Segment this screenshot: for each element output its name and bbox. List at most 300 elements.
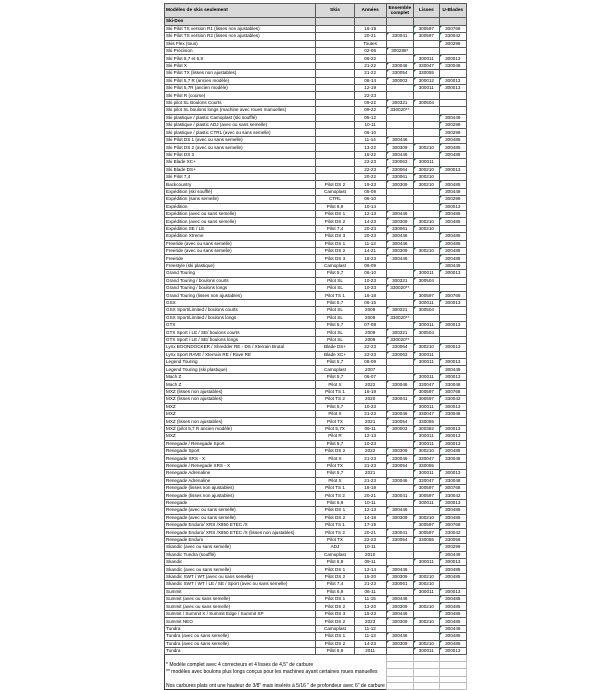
cell-lisses [413,240,439,247]
cell-complete [386,373,413,380]
cell-lisses: 300011 [413,322,439,329]
cell-years: 21-22 [354,70,386,77]
cell-skis: Pilot SL [316,285,354,292]
cell-years: 05-09 [354,188,386,195]
table-row [165,477,467,484]
cell-lisses: 300504 [413,277,439,284]
cell-ublades: 330048 [439,62,466,69]
cell-ublades [439,329,466,336]
cell-complete [386,484,413,491]
cell-lisses [413,40,439,47]
cell-model: Legend Touring [165,359,316,366]
cell-complete: 330064 [386,344,413,351]
table-row [165,196,467,203]
cell-ublades [439,336,466,343]
cell-lisses: 300210 [413,144,439,151]
cell-ublades [439,70,466,77]
cell-ublades: 300485 [439,596,466,603]
table-row [165,173,467,180]
cell-model: Summit NEO [165,618,316,625]
cell-skis: Blade DS+ [316,344,354,351]
cell-lisses: 300597 [413,529,439,536]
cell-complete: 330020** [386,285,413,292]
cell-lisses: 300210 [413,344,439,351]
cell-skis [316,107,354,114]
section-label: Ski-Doo [165,18,316,26]
section-empty-cell [354,18,386,26]
cell-ublades: 300013 [439,85,466,92]
cell-ublades: 300485 [439,573,466,580]
cell-complete: 330063 [386,159,413,166]
header-model: Modèles de skis seulement [165,4,316,18]
cell-ublades: 300013 [439,373,466,380]
cell-years: 21-23 [354,477,386,484]
table-row [165,299,467,306]
cell-ublades [439,285,466,292]
cell-lisses: 300597 [413,292,439,299]
cell-complete: 300321 [386,307,413,314]
table-row [165,307,467,314]
cell-complete: 300446 [386,596,413,603]
cell-years: 09-11 [354,425,386,432]
table-row [165,529,467,536]
cell-model: Freestyle (ski plastique) [165,262,316,269]
cell-lisses: 300504 [413,99,439,106]
cell-model: Renegade Adrenaline [165,477,316,484]
cell-lisses: 300210 [413,581,439,588]
cell-lisses: 300011 [413,373,439,380]
cell-skis [316,99,354,106]
cell-lisses: 300011 [413,499,439,506]
cell-complete: 330041 [386,529,413,536]
cell-complete: 300309 [386,181,413,188]
cell-complete [386,522,413,529]
cell-complete: 300288* [386,48,413,55]
cell-model: Renegade Enduro [165,536,316,543]
cell-lisses: 300210 [413,640,439,647]
cell-complete [386,262,413,269]
cell-years: Toutes [354,40,386,47]
cell-complete [386,551,413,558]
empty-grid-cell [439,682,466,689]
cell-ublades: 300299 [439,196,466,203]
cell-model: Ski Pilot 5,7 R (ancien modèle) [165,77,316,84]
cell-model: Skandic (avec ou sans semelle) [165,544,316,551]
table-row [165,322,467,329]
cell-lisses: 330055 [413,462,439,469]
cell-lisses [413,507,439,514]
cell-years: 22-23 [354,159,386,166]
cell-lisses: 300011 [413,440,439,447]
cell-years: 2021 [354,418,386,425]
cell-ublades: 330048 [439,455,466,462]
cell-lisses: 300597 [413,492,439,499]
cell-years: 11-15 [354,596,386,603]
cell-ublades: 300013 [439,588,466,595]
cell-lisses: 300210 [413,247,439,254]
cell-model: Ski plastique / plastic CTRL (avec ou sans semelle) [165,129,316,136]
cell-skis: Pilot DS 2 [316,181,354,188]
cell-skis: Camoplast [316,625,354,632]
cell-complete [386,499,413,506]
cell-skis: Pilot DS 2 [316,447,354,454]
cell-skis [316,151,354,158]
cell-ublades: 300485 [439,247,466,254]
cell-lisses [413,136,439,143]
cell-lisses: 300210 [413,573,439,580]
table-row [165,25,467,32]
table-row [165,107,467,114]
cell-skis [316,25,354,32]
cell-years: 2021 [354,470,386,477]
cell-lisses: 300210 [413,181,439,188]
cell-ublades: 300485 [439,447,466,454]
cell-skis: Pilot DS 2 [316,603,354,610]
cell-complete: 300446 [386,507,413,514]
cell-skis: Pilot DS 1 [316,566,354,573]
cell-skis [316,62,354,69]
table-row [165,647,467,654]
cell-model: Ski Blade DS+ [165,166,316,173]
cell-lisses [413,285,439,292]
cell-complete: 300446 [386,233,413,240]
cell-lisses [413,107,439,114]
table-row [165,625,467,632]
cell-model: Grand Touring / boulons longs [165,285,316,292]
cell-lisses: 300504 [413,307,439,314]
cell-ublades: 300485 [439,181,466,188]
cell-years: 11-13 [354,633,386,640]
cell-skis: Pilot 6,9 [316,203,354,210]
cell-years: 10-23 [354,403,386,410]
table-row [165,203,467,210]
cell-ublades: 300485 [439,240,466,247]
cell-complete [386,114,413,121]
cell-complete [386,322,413,329]
cell-model: Ski plastique / plastic Camoplast (ski soufflé) [165,114,316,121]
cell-ublades: 300485 [439,514,466,521]
cell-skis: Pilot DS 2 [316,618,354,625]
cell-complete [386,40,413,47]
table-row [165,455,467,462]
cell-ublades: 300013 [439,322,466,329]
cell-skis: Pilot DS 2 [316,218,354,225]
cell-ublades [439,277,466,284]
cell-ublades: 330042 [439,396,466,403]
cell-years: 19-23 [354,181,386,188]
cell-complete: 300309 [386,144,413,151]
cell-complete: 330063 [386,351,413,358]
cell-lisses [413,625,439,632]
cell-years: 22-23 [354,351,386,358]
cell-model: GSX Sport/Limited / boulons longs [165,314,316,321]
table-row [165,247,467,254]
table-row [165,114,467,121]
cell-complete [386,188,413,195]
cell-complete [386,625,413,632]
empty-grid-cell [386,661,413,668]
cell-ublades [439,99,466,106]
cell-model: Freeride (avec ou sans semelle) [165,240,316,247]
cell-skis [316,114,354,121]
cell-ublades: 300013 [439,344,466,351]
cell-skis: Pilot 5,7 [316,322,354,329]
cell-ublades: 300485 [439,210,466,217]
cell-skis: Pilot SL [316,277,354,284]
cell-lisses: 300012 [413,77,439,84]
cell-skis: Pilot DS 1 [316,633,354,640]
cell-lisses: 330047 [413,381,439,388]
cell-complete [386,292,413,299]
cell-lisses: 330055 [413,536,439,543]
cell-model: Skandic (avec ou sans semelle) [165,566,316,573]
cell-skis: Pilot TS 1 [316,292,354,299]
cell-lisses [413,314,439,321]
table-row [165,499,467,506]
table-row [165,359,467,366]
cell-skis: Pilot X [316,455,354,462]
cell-skis: Camoplast [316,551,354,558]
cell-ublades: 330042 [439,33,466,40]
cell-ublades [439,173,466,180]
cell-years: 2022 [354,447,386,454]
cell-complete: 330061 [386,581,413,588]
cell-lisses [413,92,439,99]
cell-years: 20-21 [354,33,386,40]
table-row [165,85,467,92]
cell-lisses: 300210 [413,618,439,625]
cell-skis: Pilot TX [316,418,354,425]
cell-model: Grand Touring [165,270,316,277]
cell-model: Lynx Sport RAVE / Xterrain RE / Rave RE [165,351,316,358]
cell-complete: 300309 [386,218,413,225]
cell-lisses: 300011 [413,647,439,654]
cell-lisses [413,255,439,262]
cell-ublades: 300485 [439,151,466,158]
cell-lisses [413,188,439,195]
cell-model: Renegade Adrenaline [165,470,316,477]
table-row [165,588,467,595]
cell-years: 22-23 [354,92,386,99]
cell-model: Renegade Enduro/ XRS /X850 ETEC /X [165,522,316,529]
cell-skis: Pilot 6,9 [316,588,354,595]
cell-skis: Pilot TS 2 [316,492,354,499]
cell-skis [316,129,354,136]
cell-years: 20-22 [354,173,386,180]
cell-ublades: 300013 [439,499,466,506]
table-footnotes [165,655,467,690]
cell-skis: Pilot 6,9 [316,647,354,654]
cell-years: 18-19 [354,484,386,491]
table-row [165,136,467,143]
cell-complete [386,544,413,551]
cell-model: Ski Pilot TS version R2 (lisses non ajustables) [165,33,316,40]
cell-years: 16-18 [354,292,386,299]
cell-lisses: 330047 [413,62,439,69]
table-row [165,536,467,543]
cell-lisses: 300597 [413,25,439,32]
cell-model: MXZ [165,410,316,417]
cell-model: Skandic SWT / WT (avec ou sans semelle) [165,573,316,580]
cell-lisses [413,336,439,343]
table-row [165,40,467,47]
cell-complete [386,359,413,366]
cell-complete [386,122,413,129]
table-row [165,181,467,188]
cell-ublades: 300013 [439,440,466,447]
cell-model: Skandic [165,559,316,566]
cell-ublades: 300013 [439,470,466,477]
cell-ublades: 300485 [439,633,466,640]
cell-years: 11-13 [354,240,386,247]
cell-years: 10-11 [354,499,386,506]
cell-lisses [413,122,439,129]
cell-ublades: 300449 [439,262,466,269]
cell-model: Expédition (avec ou sans semelle) [165,210,316,217]
cell-ublades: 300449 [439,366,466,373]
header-ensemble-complet: Ensemble complet [386,4,413,18]
cell-complete: 330020** [386,107,413,114]
cell-complete: 330061 [386,173,413,180]
spreadsheet [164,3,467,690]
table-row [165,462,467,469]
cell-ublades: 300013 [439,166,466,173]
cell-model: Tundra (avec ou sans semelle) [165,640,316,647]
cell-skis: Pilot DS 1 [316,596,354,603]
table-row [165,396,467,403]
cell-lisses: 300597 [413,388,439,395]
cell-years: 10-11 [354,122,386,129]
cell-complete: 330041 [386,396,413,403]
cell-lisses: 330055 [413,418,439,425]
cell-complete: 300446 [386,633,413,640]
table-row [165,551,467,558]
cell-ublades: 330042 [439,492,466,499]
cell-years: 10-23 [354,277,386,284]
cell-skis: Pilot 5,7 [316,403,354,410]
cell-ublades [439,159,466,166]
cell-years: 21-23 [354,410,386,417]
table-row [165,403,467,410]
cell-complete: 330046 [386,455,413,462]
table-row [165,210,467,217]
cell-complete: 300309 [386,447,413,454]
table-row [165,633,467,640]
table-row [165,351,467,358]
cell-complete: 300321 [386,329,413,336]
cell-complete: 300309 [386,247,413,254]
cell-ublades: 330056 [439,536,466,543]
cell-skis: Pilot DS 3 [316,610,354,617]
cell-ublades: 300485 [439,136,466,143]
cell-ublades: 300299 [439,40,466,47]
cell-years: 12-13 [354,433,386,440]
cell-years: 12-13 [354,210,386,217]
cell-model: Ski Pilot 7,4 [165,173,316,180]
cell-skis: Pilot X [316,410,354,417]
cell-complete: 330054 [386,536,413,543]
cell-years: 06-10 [354,129,386,136]
cell-lisses [413,596,439,603]
cell-lisses: 300011 [413,85,439,92]
cell-complete [386,403,413,410]
cell-years: 06-15 [354,299,386,306]
cell-skis: Pilot SL [316,314,354,321]
cell-ublades: 300013 [439,299,466,306]
cell-years: 10-11 [354,544,386,551]
cell-complete: 330046 [386,477,413,484]
cell-lisses: 300382 [413,425,439,432]
cell-years: 2011 [354,647,386,654]
cell-complete: 330064 [386,166,413,173]
cell-lisses: 300011 [413,299,439,306]
cell-model: Skandic SWT / WT / LE / SE / Sport (avec ou sans semelle) [165,581,316,588]
cell-skis [316,173,354,180]
cell-model: Skandic Tundra (soufflé) [165,551,316,558]
cell-years: 20-23 [354,225,386,232]
cell-skis: ADJ [316,544,354,551]
cell-ublades: 300485 [439,255,466,262]
cell-skis: Pilot SL [316,336,354,343]
cell-skis: Pilot TS 1 [316,522,354,529]
cell-lisses: 300210 [413,218,439,225]
cell-lisses [413,262,439,269]
cell-ublades: 300449 [439,188,466,195]
table-row [165,218,467,225]
cell-lisses: 330047 [413,455,439,462]
cell-lisses: 330047 [413,410,439,417]
cell-skis: Pilot TX [316,462,354,469]
table-row [165,425,467,432]
cell-complete [386,433,413,440]
table-row [165,433,467,440]
cell-lisses [413,203,439,210]
table-row [165,381,467,388]
cell-complete: 300309 [386,618,413,625]
cell-ublades [439,462,466,469]
cell-ublades [439,92,466,99]
cell-model: GSX Sport/Limited / boulons courts [165,307,316,314]
cell-model: Ski Pilot X [165,62,316,69]
cell-skis: Pilot R [316,433,354,440]
cell-skis [316,136,354,143]
cell-years: 09-22 [354,99,386,106]
cell-model: Skis Flex (tous) [165,40,316,47]
cell-complete: 330020** [386,336,413,343]
cell-model: Expédition (ski soufflé) [165,188,316,195]
cell-years: 06-22 [354,55,386,62]
cell-lisses: 330047 [413,477,439,484]
cell-model: Renegade Enduro/ XRS /X850 ETEC /X (lisses non ajustables) [165,529,316,536]
table-row [165,366,467,373]
cell-ublades: 300013 [439,559,466,566]
section-empty-cell [439,18,466,26]
cell-ublades: 300013 [439,647,466,654]
cell-skis: Pilot DS 1 [316,240,354,247]
table-row [165,373,467,380]
cell-skis [316,33,354,40]
cell-lisses [413,196,439,203]
cell-ublades: 300449 [439,551,466,558]
empty-grid-cell [413,669,439,676]
table-row [165,188,467,195]
cell-lisses [413,151,439,158]
cell-model: Summit [165,588,316,595]
cell-skis [316,40,354,47]
cell-years: 06-11 [354,588,386,595]
cell-model: Summit / Summit X / Summit Edge / Summit SP [165,610,316,617]
cell-skis: Pilot DS 1 [316,210,354,217]
